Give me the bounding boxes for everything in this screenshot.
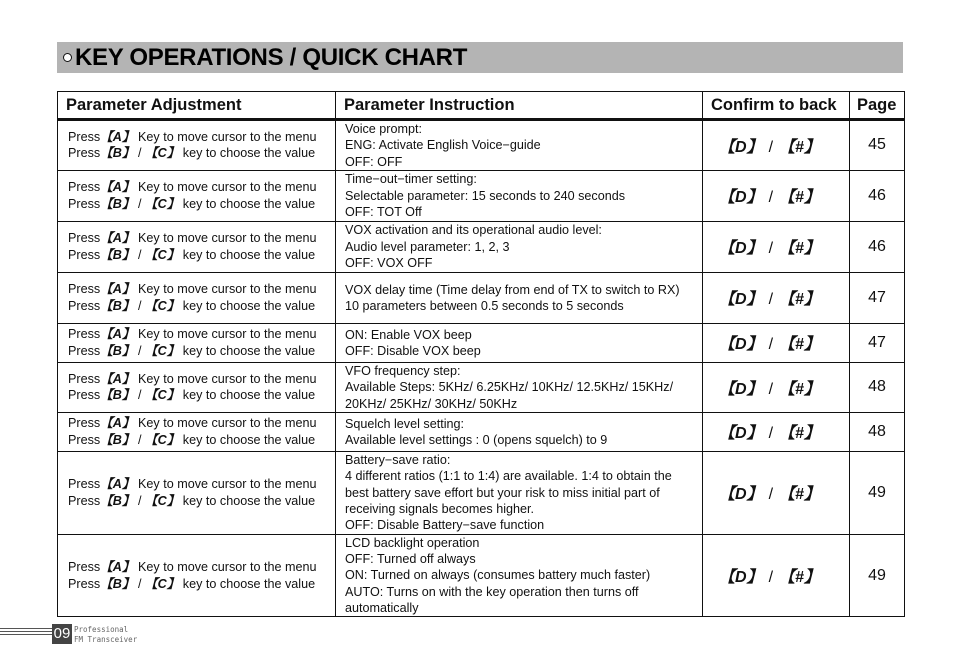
instruction-line: OFF: OFF [345,154,403,169]
adjust-line-choose [68,493,335,510]
key-hash-label: 【#】 [779,425,820,443]
table-header-row [58,92,905,120]
key-separator: / [134,196,145,211]
table-body [58,120,905,617]
confirm-separator: / [768,380,774,398]
move-cursor-text: Key to move cursor to the menu [134,477,317,492]
key-hash-label: 【#】 [779,189,820,207]
key-b-label: 【B】 [100,388,135,403]
instruction-line: VOX activation and its operational audio level: [345,223,602,238]
parameter-adjustment-cell [58,362,336,412]
adjust-line-choose [68,576,335,593]
instruction-line: Squelch level setting: [345,416,465,431]
quick-chart-table [57,91,905,617]
instruction-line: OFF: Disable VOX beep [345,343,481,358]
parameter-adjustment-cell [58,451,336,534]
confirm-to-back-cell [703,412,850,451]
move-cursor-text: Key to move cursor to the menu [134,327,317,342]
key-hash-label: 【#】 [779,291,820,309]
key-separator: / [134,493,145,508]
press-word: Press [68,416,101,431]
instruction-line: VOX delay time (Time delay from end of TX to switch to RX) [345,282,680,297]
press-word: Press [68,327,101,342]
confirm-separator: / [768,425,774,443]
key-c-label: 【C】 [145,298,180,313]
press-word: Press [68,146,101,161]
key-b-label: 【B】 [100,298,135,313]
press-word: Press [68,282,101,297]
key-d-label: 【D】 [719,189,763,207]
page-reference-cell: 48 [850,412,905,451]
key-d-label: 【D】 [719,380,763,398]
footer-caption [74,625,137,645]
instruction-line: ON: Turned on always (consumes battery much faster) [345,568,651,583]
key-c-label: 【C】 [145,146,180,161]
adjust-line-move [68,559,335,576]
confirm-separator: / [768,569,774,587]
table-row [58,534,905,616]
adjust-line-move [68,476,335,493]
parameter-instruction-cell [336,120,703,171]
key-separator: / [134,576,145,591]
instruction-line: Voice prompt: [345,122,423,136]
key-c-label: 【C】 [145,343,180,358]
key-separator: / [134,388,145,403]
confirm-to-back-cell [703,272,850,323]
table-row [58,170,905,221]
move-cursor-text: Key to move cursor to the menu [134,416,317,431]
key-d-label: 【D】 [719,291,763,309]
key-separator: / [134,298,145,313]
press-word: Press [68,180,101,195]
parameter-instruction-cell [336,221,703,272]
page-reference-cell: 47 [850,323,905,362]
adjust-line-move [68,179,335,196]
press-word: Press [68,477,101,492]
page-reference-cell: 49 [850,534,905,616]
adjust-line-choose [68,196,335,213]
page-reference-cell: 49 [850,451,905,534]
key-a-label: 【A】 [100,416,135,431]
press-word: Press [68,247,101,262]
press-word: Press [68,231,101,246]
confirm-to-back-cell [703,170,850,221]
instruction-line: Available Steps: 5KHz/ 6.25KHz/ 10KHz/ 12.5KHz/ 15KHz/ 20KHz/ 25KHz/ 30KHz/ 50KHz [345,380,674,411]
key-d-label: 【D】 [719,569,763,587]
key-c-label: 【C】 [145,388,180,403]
key-hash-label: 【#】 [779,486,820,504]
header-confirm-to-back: Confirm to back [703,92,850,120]
key-a-label: 【A】 [100,180,135,195]
parameter-adjustment-cell [58,534,336,616]
instruction-line: AUTO: Turns on with the key operation then turns off automatically [345,584,639,616]
press-word: Press [68,493,101,508]
adjust-line-choose [68,343,335,360]
key-b-label: 【B】 [100,576,135,591]
confirm-to-back-cell [703,362,850,412]
adjust-line-choose [68,298,335,315]
key-separator: / [134,343,145,358]
key-b-label: 【B】 [100,432,135,447]
choose-value-text: key to choose the value [179,298,316,313]
instruction-line: 10 parameters between 0.5 seconds to 5 seconds [345,298,624,313]
key-b-label: 【B】 [100,196,135,211]
key-d-label: 【D】 [719,138,763,156]
key-b-label: 【B】 [100,247,135,262]
key-a-label: 【A】 [100,327,135,342]
press-word: Press [68,432,101,447]
key-b-label: 【B】 [100,343,135,358]
key-hash-label: 【#】 [779,336,820,354]
instruction-line: OFF: VOX OFF [345,256,433,271]
table-row [58,120,905,171]
key-d-label: 【D】 [719,336,763,354]
key-a-label: 【A】 [100,477,135,492]
choose-value-text: key to choose the value [179,146,316,161]
parameter-adjustment-cell [58,323,336,362]
press-word: Press [68,298,101,313]
parameter-instruction-cell [336,412,703,451]
press-word: Press [68,196,101,211]
adjust-line-move [68,281,335,298]
adjust-line-choose [68,145,335,162]
key-d-label: 【D】 [719,240,763,258]
key-c-label: 【C】 [145,576,180,591]
key-hash-label: 【#】 [779,240,820,258]
adjust-line-move [68,230,335,247]
instruction-line: Time−out−timer setting: [345,172,477,187]
confirm-separator: / [768,486,774,504]
move-cursor-text: Key to move cursor to the menu [134,560,317,575]
table-row [58,451,905,534]
parameter-instruction-cell [336,323,703,362]
adjust-line-move [68,415,335,432]
key-d-label: 【D】 [719,486,763,504]
key-separator: / [134,146,145,161]
instruction-line: LCD backlight operation [345,535,480,550]
key-hash-label: 【#】 [779,569,820,587]
key-d-label: 【D】 [719,425,763,443]
adjust-line-choose [68,387,335,404]
parameter-adjustment-cell [58,272,336,323]
parameter-instruction-cell [336,534,703,616]
choose-value-text: key to choose the value [179,247,316,262]
key-b-label: 【B】 [100,493,135,508]
footer-line-2: FM Transceiver [74,635,138,644]
key-c-label: 【C】 [145,247,180,262]
page-title: KEY OPERATIONS / QUICK CHART [75,43,468,71]
instruction-line: OFF: TOT Off [345,205,422,220]
move-cursor-text: Key to move cursor to the menu [134,282,317,297]
confirm-separator: / [768,291,774,309]
press-word: Press [68,343,101,358]
page-reference-cell: 45 [850,120,905,171]
instruction-line: Selectable parameter: 15 seconds to 240 seconds [345,188,626,203]
press-word: Press [68,576,101,591]
key-a-label: 【A】 [100,371,135,386]
instruction-line: Audio level parameter: 1, 2, 3 [345,239,510,254]
move-cursor-text: Key to move cursor to the menu [134,371,317,386]
instruction-line: 4 different ratios (1:1 to 1:4) are available. 1:4 to obtain the best battery save effort but your risk to miss initial part of receiving signals becomes higher. [345,469,672,517]
key-a-label: 【A】 [100,129,135,144]
choose-value-text: key to choose the value [179,493,316,508]
adjust-line-move [68,326,335,343]
title-bar [57,42,903,73]
parameter-instruction-cell [336,451,703,534]
confirm-to-back-cell [703,323,850,362]
adjust-line-move [68,371,335,388]
instruction-line: OFF: Disable Battery−save function [345,518,545,533]
key-b-label: 【B】 [100,146,135,161]
key-hash-label: 【#】 [779,138,820,156]
table-row [58,272,905,323]
footer-line-1: Professional [74,625,129,634]
header-parameter-adjustment: Parameter Adjustment [58,92,336,120]
press-word: Press [68,129,101,144]
confirm-to-back-cell [703,120,850,171]
confirm-to-back-cell [703,451,850,534]
key-separator: / [134,432,145,447]
page-reference-cell: 47 [850,272,905,323]
choose-value-text: key to choose the value [179,343,316,358]
adjust-line-choose [68,247,335,264]
key-a-label: 【A】 [100,231,135,246]
table-row [58,362,905,412]
parameter-instruction-cell [336,170,703,221]
instruction-line: ENG: Activate English Voice−guide [345,138,541,153]
press-word: Press [68,560,101,575]
key-a-label: 【A】 [100,282,135,297]
circle-bullet-icon [63,53,72,62]
move-cursor-text: Key to move cursor to the menu [134,129,317,144]
key-hash-label: 【#】 [779,380,820,398]
parameter-instruction-cell [336,272,703,323]
header-page: Page [850,92,905,120]
confirm-to-back-cell [703,534,850,616]
adjust-line-move [68,129,335,146]
page-reference-cell: 46 [850,221,905,272]
press-word: Press [68,371,101,386]
adjust-line-choose [68,432,335,449]
key-a-label: 【A】 [100,560,135,575]
table-row [58,412,905,451]
page-reference-cell: 46 [850,170,905,221]
page-number: 09 [53,625,71,642]
page-reference-cell: 48 [850,362,905,412]
key-c-label: 【C】 [145,196,180,211]
instruction-line: Battery−save ratio: [345,453,451,468]
table-row [58,323,905,362]
choose-value-text: key to choose the value [179,432,316,447]
confirm-separator: / [768,336,774,354]
parameter-adjustment-cell [58,120,336,171]
footer-rule [0,628,52,637]
confirm-to-back-cell [703,221,850,272]
move-cursor-text: Key to move cursor to the menu [134,180,317,195]
instruction-line: Available level settings : 0 (opens squelch) to 9 [345,432,608,447]
key-c-label: 【C】 [145,493,180,508]
table-row [58,221,905,272]
choose-value-text: key to choose the value [179,196,316,211]
choose-value-text: key to choose the value [179,388,316,403]
instruction-line: OFF: Turned off always [345,552,476,567]
parameter-adjustment-cell [58,221,336,272]
confirm-separator: / [768,138,774,156]
parameter-adjustment-cell [58,170,336,221]
press-word: Press [68,388,101,403]
header-parameter-instruction: Parameter Instruction [336,92,703,120]
key-separator: / [134,247,145,262]
choose-value-text: key to choose the value [179,576,316,591]
confirm-separator: / [768,240,774,258]
instruction-line: ON: Enable VOX beep [345,327,472,342]
parameter-instruction-cell [336,362,703,412]
key-c-label: 【C】 [145,432,180,447]
move-cursor-text: Key to move cursor to the menu [134,231,317,246]
confirm-separator: / [768,189,774,207]
instruction-line: VFO frequency step: [345,363,461,378]
parameter-adjustment-cell [58,412,336,451]
